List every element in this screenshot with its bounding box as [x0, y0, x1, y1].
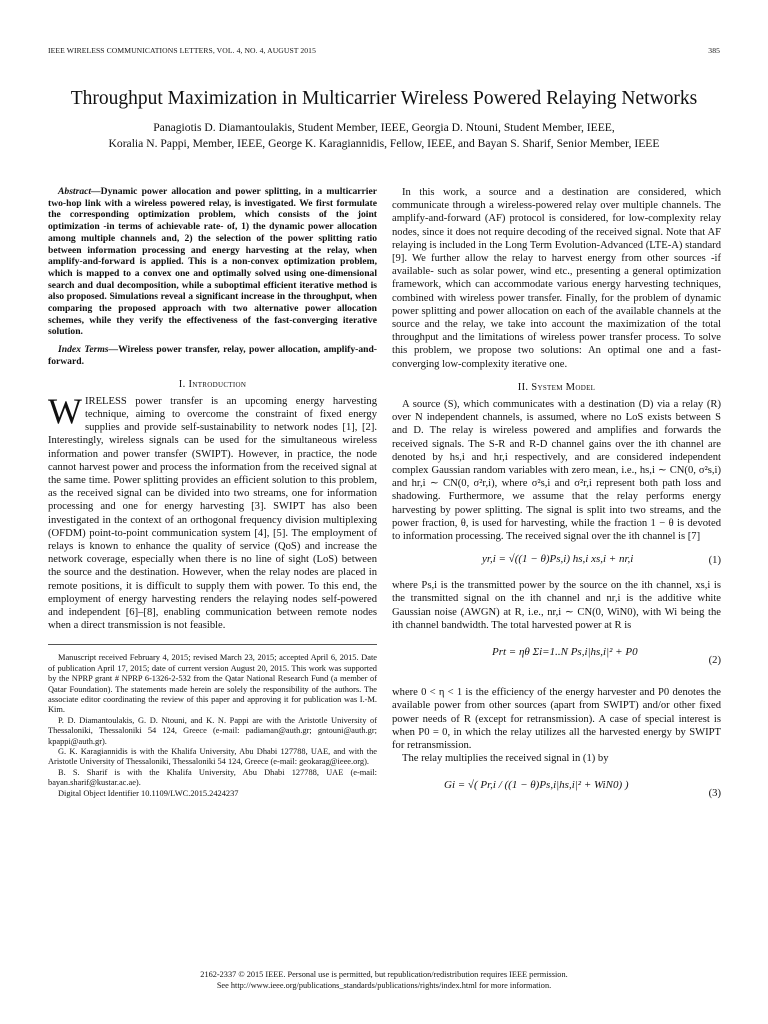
equation-2-number: (2) — [708, 655, 721, 667]
paper-title: Throughput Maximization in Multicarrier Wireless Powered Relaying Networks — [70, 88, 698, 109]
abstract — [48, 186, 377, 338]
running-header — [48, 46, 720, 55]
index-terms — [48, 344, 377, 367]
author-line-2: Koralia N. Pappi, Member, IEEE, George K. Karagiannidis, Fellow, IEEE, and Bayan S. Sharif, Senior Member, IEEE — [108, 137, 660, 150]
section-heading-system-model: II. System Model — [517, 381, 596, 393]
footnote-affiliation-3: B. S. Sharif is with the Khalifa University, Abu Dhabi 127788, UAE (e-mail: bayan.sharif@kustar.ac.ae). — [48, 767, 377, 788]
equation-1-body: yr,i = √((1 − θ)Ps,i) hs,i xs,i + nr,i — [482, 553, 634, 566]
introduction-paragraph — [48, 390, 377, 633]
footnote-doi: Digital Object Identifier 10.1109/LWC.2015.2424237 — [58, 788, 239, 798]
footnote-affiliation-1: P. D. Diamantoulakis, G. D. Ntouni, and K. N. Pappi are with the Aristotle University of Thessaloniki, Thessaloniki 54 124, Greece (e-mail: padiaman@auth.gr; gntouni@auth.gr; kpappi@auth.gr). — [48, 715, 377, 746]
equation-2-body: Prt = ηθ Σi=1..N Ps,i|hs,i|² + P0 — [492, 646, 638, 659]
equation-1-number: (1) — [708, 555, 721, 567]
system-model-paragraph-2: where Ps,i is the transmitted power by the source on the ith channel, xs,i is the transmitted signal on the ith channel and nr,i is the additive white Gaussian noise (AWGN) at R, i.e., nr,i ∼ CN(0, WiN0), with Wi being the ith channel bandwidth. The total harvested power at R is — [392, 580, 721, 631]
system-model-paragraph-4: The relay multiplies the received signal in (1) by — [402, 753, 609, 765]
copyright-footer — [0, 969, 768, 991]
footnote-divider — [48, 644, 377, 645]
equation-2 — [392, 638, 721, 680]
footnote-manuscript: Manuscript received February 4, 2015; revised March 23, 2015; accepted April 6, 2015. Date of publication April 17, 2015; date of current version August 20, 2015. This work was supported by the NPRP grant # NPRP 6-1326-2-532 from the Qatar National Research Fund (a member of Qatar Foundation). The statements made herein are solely the responsibility of the authors. The associate editor coordinating the review of this paper and approving it for publication was I.-M. Kim. — [48, 653, 377, 715]
equation-1 — [392, 549, 721, 573]
author-list — [40, 120, 728, 152]
page-number: 385 — [708, 46, 720, 55]
copyright-line: 2162-2337 © 2015 IEEE. Personal use is permitted, but republication/redistribution requires IEEE permission. — [200, 970, 568, 979]
right-intro-paragraph: In this work, a source and a destination are considered, which communicate through a wireless-powered relay over multiple channels. The amplify-and-forward (AF) protocol is considered, for low-complexity relay nodes, since it does not require decoding of the received signal. Note that AF relaying is included in the Long Term Evolution-Advanced (LTE-A) standard [9]. We further allow the relay to harvest energy from other sources -if available- such as solar power, wind etc., presenting a general optimization framework, which can accommodate various energy harvesting techniques, combined with wireless power transfer. Finally, for the problem of dynamic power splitting and power allocation on each of the available channels at the source and the relay, we take into account the maximization of the total throughput and the limitations of wireless power transfer process. To solve this problem, we propose two solutions: An optimal one and a fast-converging low-complexity iterative one. — [392, 187, 721, 370]
footnote-affiliation-2: G. K. Karagiannidis is with the Khalifa University, Abu Dhabi 127788, UAE, and with the Aristotle University of Thessaloniki, Thessaloniki 54 124, Greece (e-mail: geokarag@ieee.org). — [48, 747, 377, 767]
index-terms-label: Index Terms— — [58, 344, 119, 356]
equation-3-body: Gi = √( Pr,i / ((1 − θ)Ps,i|hs,i|² + WiN0) ) — [444, 779, 629, 792]
abstract-label: Abstract— — [58, 186, 101, 197]
author-line-1: Panagiotis D. Diamantoulakis, Student Member, IEEE, Georgia D. Ntouni, Student Member, IEEE, — [153, 121, 615, 134]
equation-3-number: (3) — [708, 788, 721, 800]
equation-3 — [392, 771, 721, 813]
right-column — [392, 186, 721, 819]
index-terms-text: Wireless power transfer, relay, power allocation, amplify-and-forward. — [48, 344, 377, 367]
abstract-text: Dynamic power allocation and power splitting, in a multicarrier two-hop link with a wireless powered relay, is investigated. We first formulate the corresponding optimization problem, which consists of the joint optimization -in terms of achievable rate- of, 1) the dynamic power allocation among multiple channels and, 2) the selection of the power splitting ratio between information processing and energy harvesting at the relay, when amplify-and-forward is applied. This is a non-convex optimization problem, which is mapped to a convex one and optimally solved using one-dimensional search and dual decomposition, while a suboptimal efficient iterative method is also proposed. Simulations reveal a significant increase in the throughput, when comparing the proposed approach with two alternative power allocation schemes, while they verify the effectiveness of the fast-converging iterative solution. — [48, 186, 377, 338]
journal-name: IEEE WIRELESS COMMUNICATIONS LETTERS, VOL. 4, NO. 4, AUGUST 2015 — [48, 46, 316, 55]
left-column — [48, 186, 377, 799]
drop-cap: W — [48, 390, 82, 431]
section-heading-introduction: I. Introduction — [178, 378, 247, 390]
system-model-paragraph-3: where 0 < η < 1 is the efficiency of the energy harvester and P0 denotes the available power from other sources (apart from SWIPT) and/or other fixed power needs of R (except for retransmission). A case of special interest is when P0 = 0, in which the relay utilizes all the harvested energy by SWIPT for retransmission. — [392, 687, 721, 751]
rights-url-line: See http://www.ieee.org/publications_standards/publications/rights/index.html for more information. — [216, 981, 552, 990]
introduction-text: IRELESS power transfer is an upcoming energy harvesting technique, aiming to overcome the constraint of fixed energy supplies and provide self-sustainability to network nodes [1], [2]. Interestingly, wireless signals can be used for the simultaneous wireless information and power transfer (SWIPT). However, in practice, the node cannot harvest power and process the information from the received signal at the same time. Power splitting provides an efficient solution to this problem, as the received signal can be divided into two streams, one for information processing and one for energy harvesting [3]. SWIPT has also been investigated in the context of an orthogonal frequency division multiplexing (OFDM) point-to-point communication system [4], [5]. The employment of relays is known to enhance the quality of service (QoS) and increase the network coverage, especially when there is no line of sight (LoS) between the source and the destination. However, when the relay nodes are placed in remote positions, it is difficult to supply them with power. To this end, the employment of energy harvesting renders the relaying nodes self-powered and independent [6]–[8], enabling communication between remote nodes when a direct transmission is not feasible. — [48, 395, 377, 632]
system-model-paragraph-1: A source (S), which communicates with a destination (D) via a relay (R) over N independent channels, is assumed, where no LoS exists between S and D. The relay is wireless powered and amplifies and forwards the received signals. The S-R and R-D channel gains over the ith channel are denoted by hs,i and hr,i respectively, and are considered independent complex Gaussian random variables with zero mean, i.e., hs,i ∼ CN(0, σ²s,i) and hr,i ∼ CN(0, σ²r,i), where σ²s,i and σ²r,i represent both path loss and shadowing. Furthermore, we assume that the relay performs energy harvesting by power splitting. The signal is split into two streams, and the power fraction, θ, is used for harvesting, while the fraction 1 − θ is devoted to information processing. The received signal over the ith channel is [7] — [392, 399, 721, 543]
